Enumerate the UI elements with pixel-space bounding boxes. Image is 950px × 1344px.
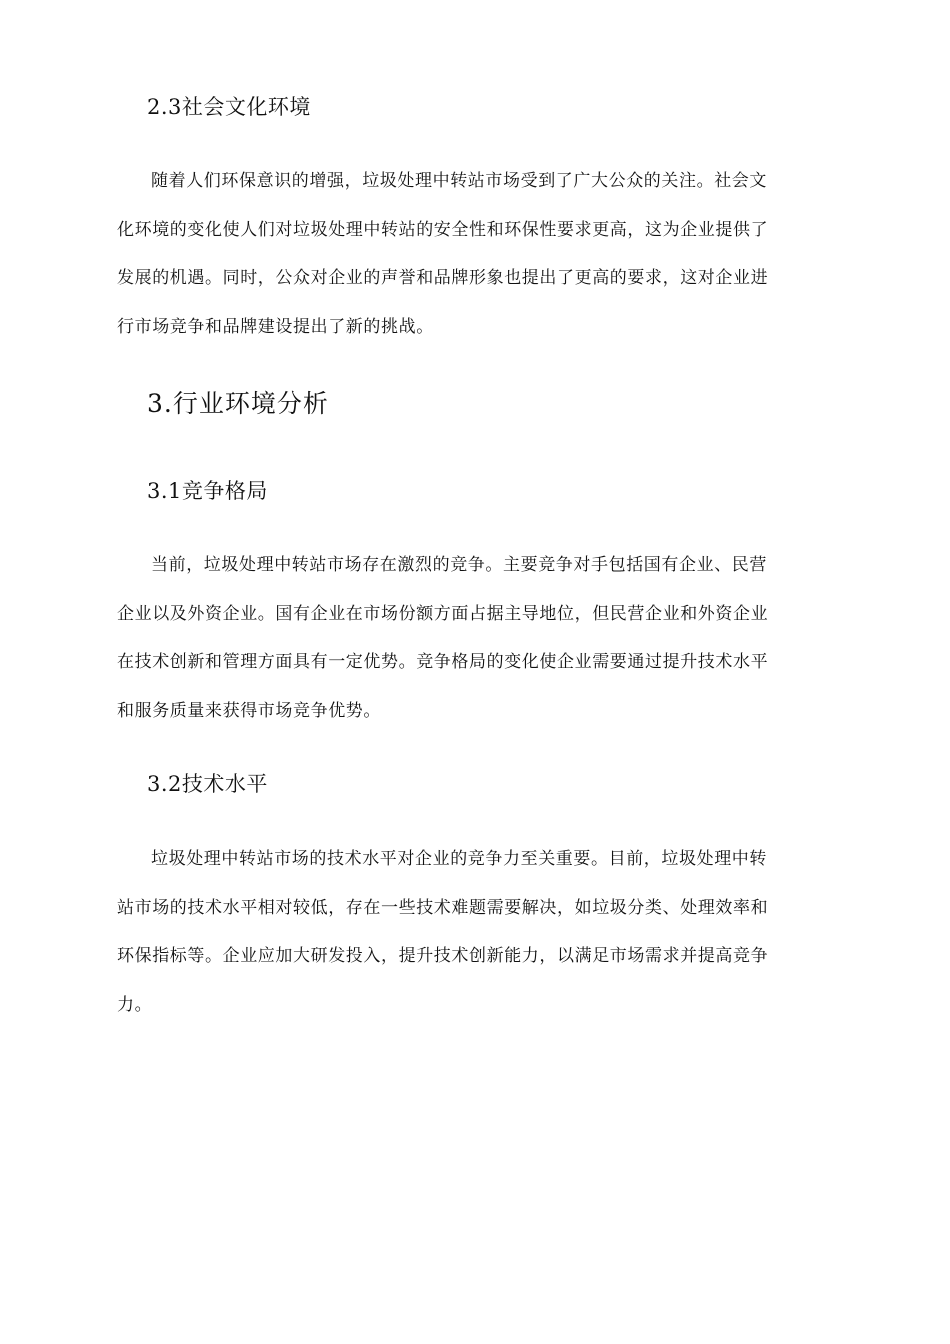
section-heading-3-1: 3.1竞争格局 bbox=[147, 479, 268, 503]
paragraph-line: 和服务质量来获得市场竞争优势。 bbox=[117, 700, 381, 721]
paragraph-line: 力。 bbox=[117, 994, 153, 1015]
paragraph-line: 发展的机遇。同时，公众对企业的声誉和品牌形象也提出了更高的要求，这对企业进 bbox=[117, 268, 769, 288]
paragraph-line: 当前，垃圾处理中转站市场存在激烈的竞争。主要竞争对手包括国有企业、民营 bbox=[151, 555, 767, 575]
paragraph-line: 行市场竞争和品牌建设提出了新的挑战。 bbox=[117, 316, 434, 337]
paragraph-line: 化环境的变化使人们对垃圾处理中转站的安全性和环保性要求更高，这为企业提供了 bbox=[117, 219, 769, 240]
section-heading-3-2: 3.2技术水平 bbox=[147, 772, 268, 796]
paragraph-line: 垃圾处理中转站市场的技术水平对企业的竞争力至关重要。目前，垃圾处理中转 bbox=[151, 849, 767, 869]
paragraph-line: 站市场的技术水平相对较低，存在一些技术难题需要解决，如垃圾分类、处理效率和 bbox=[117, 897, 769, 918]
paragraph-line: 企业以及外资企业。国有企业在市场份额方面占据主导地位，但民营企业和外资企业 bbox=[117, 603, 769, 624]
paragraph-competition bbox=[117, 541, 827, 735]
paragraph-social-culture bbox=[117, 157, 827, 351]
paragraph-line: 环保指标等。企业应加大研发投入，提升技术创新能力，以满足市场需求并提高竞争 bbox=[117, 946, 769, 966]
section-heading-3: 3.行业环境分析 bbox=[147, 389, 329, 418]
section-heading-2-3: 2.3社会文化环境 bbox=[147, 95, 311, 119]
paragraph-line: 在技术创新和管理方面具有一定优势。竞争格局的变化使企业需要通过提升技术水平 bbox=[117, 652, 769, 672]
paragraph-line: 随着人们环保意识的增强，垃圾处理中转站市场受到了广大公众的关注。社会文 bbox=[151, 171, 767, 191]
paragraph-technology bbox=[117, 835, 827, 1029]
